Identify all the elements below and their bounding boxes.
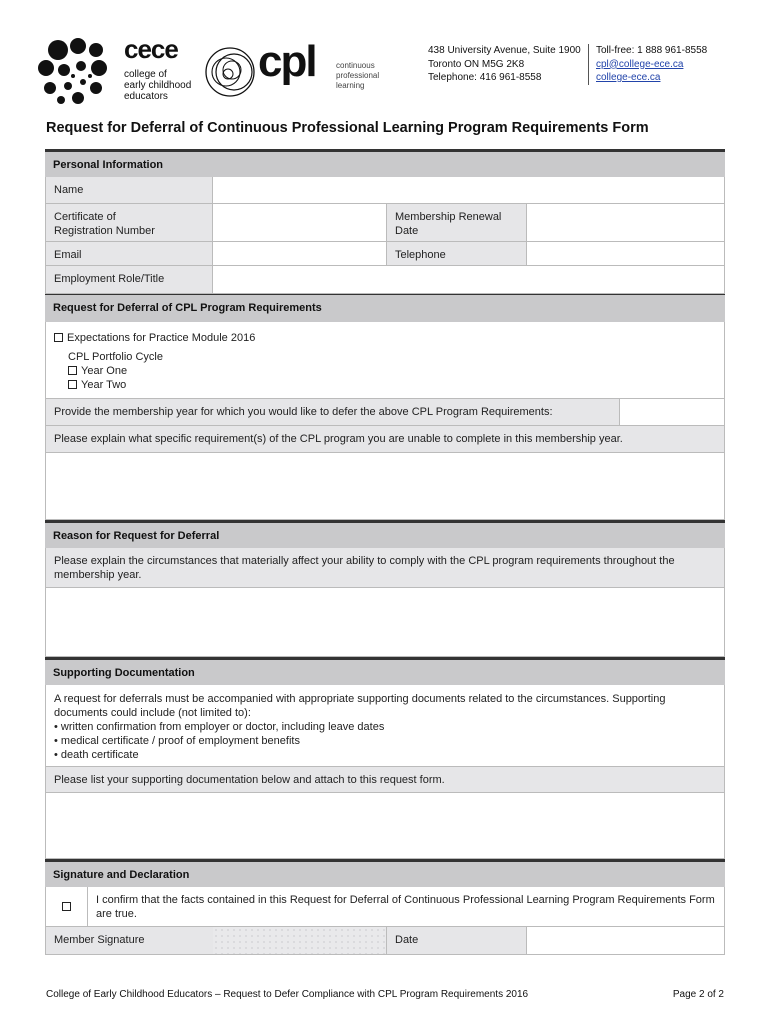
certificate-field[interactable] — [213, 204, 387, 241]
telephone-label: Telephone — [387, 242, 527, 265]
telephone-field[interactable] — [527, 242, 724, 265]
email-label: Email — [46, 242, 213, 265]
reason-prompt: Please explain the circumstances that materially affect your ability to comply with the CPL program requirements throughout the membership year. — [46, 548, 724, 587]
portfolio-label: CPL Portfolio Cycle — [68, 351, 163, 363]
request-heading: Request for Deferral of CPL Program Requirements — [45, 294, 725, 322]
role-label: Employment Role/Title — [46, 266, 213, 293]
year-one-checkbox[interactable] — [68, 366, 77, 375]
member-signature-field[interactable] — [213, 927, 387, 954]
signature-heading: Signature and Declaration — [45, 859, 725, 887]
email-field[interactable] — [213, 242, 387, 265]
supporting-info: A request for deferrals must be accompanied with appropriate supporting documents related to the circumstances. Supporting documents could include (not limited to): • written confirmation from employer or doctor, including leave dates • medical certificate / proof of employment benefits • death certificate — [46, 685, 724, 766]
requirements-explain-field[interactable] — [46, 453, 724, 519]
year-one-label: Year One — [81, 365, 128, 377]
website-link[interactable]: college-ece.ca — [596, 72, 661, 83]
personal-information-heading: Personal Information — [45, 149, 725, 177]
requirements-explain-prompt: Please explain what specific requirement(s) of the CPL program you are unable to complete in this membership year. — [46, 426, 724, 452]
member-signature-label: Member Signature — [46, 927, 213, 954]
declaration-text: I confirm that the facts contained in this Request for Deferral of Continuous Professional Learning Program Requirements Form are true. — [88, 887, 724, 926]
cpl-subtitle: continuous professional learning — [336, 61, 380, 90]
date-field[interactable] — [527, 927, 724, 954]
date-label: Date — [387, 927, 527, 954]
form-title: Request for Deferral of Continuous Professional Learning Program Requirements Form — [46, 120, 649, 136]
reason-field[interactable] — [46, 588, 724, 656]
renewal-date-label: Membership Renewal Date — [387, 204, 527, 241]
certificate-label: Certificate of Registration Number — [46, 204, 213, 241]
declaration-checkbox-cell — [46, 887, 88, 926]
reason-heading: Reason for Request for Deferral — [45, 520, 725, 548]
requirements-options — [46, 322, 724, 398]
letterhead — [36, 30, 736, 110]
renewal-date-field[interactable] — [527, 204, 724, 241]
name-label: Name — [46, 177, 213, 203]
contact-info: Toll-free: 1 888 961-8558 cpl@college-ece.ca college-ece.ca — [588, 44, 707, 85]
year-two-checkbox[interactable] — [68, 380, 77, 389]
year-two-label: Year Two — [81, 379, 127, 391]
declaration-checkbox[interactable] — [62, 902, 71, 911]
deferral-form — [45, 149, 725, 955]
supporting-list-prompt: Please list your supporting documentation below and attach to this request form. — [46, 767, 724, 792]
page-number: Page 2 of 2 — [672, 989, 724, 1000]
email-link[interactable]: cpl@college-ece.ca — [596, 58, 684, 70]
module-label: Expectations for Practice Module 2016 — [67, 332, 256, 344]
footer-text: College of Early Childhood Educators – Request to Defer Compliance with CPL Program Requirements 2016 — [46, 989, 529, 1000]
membership-year-field[interactable] — [620, 399, 724, 425]
membership-year-label: Provide the membership year for which you would like to defer the above CPL Program Requirements: — [46, 399, 620, 425]
cpl-wordmark: cpl — [258, 37, 316, 86]
name-field[interactable] — [213, 177, 724, 203]
supporting-heading: Supporting Documentation — [45, 657, 725, 685]
module-checkbox[interactable] — [54, 333, 63, 342]
mailing-address: 438 University Avenue, Suite 1900 Toronto ON M5G 2K8 Telephone: 416 961-8558 — [428, 45, 581, 83]
cece-subtitle: college of early childhood educators — [124, 69, 192, 102]
role-field[interactable] — [213, 266, 724, 293]
supporting-list-field[interactable] — [46, 793, 724, 858]
cece-wordmark: cece — [124, 34, 178, 64]
